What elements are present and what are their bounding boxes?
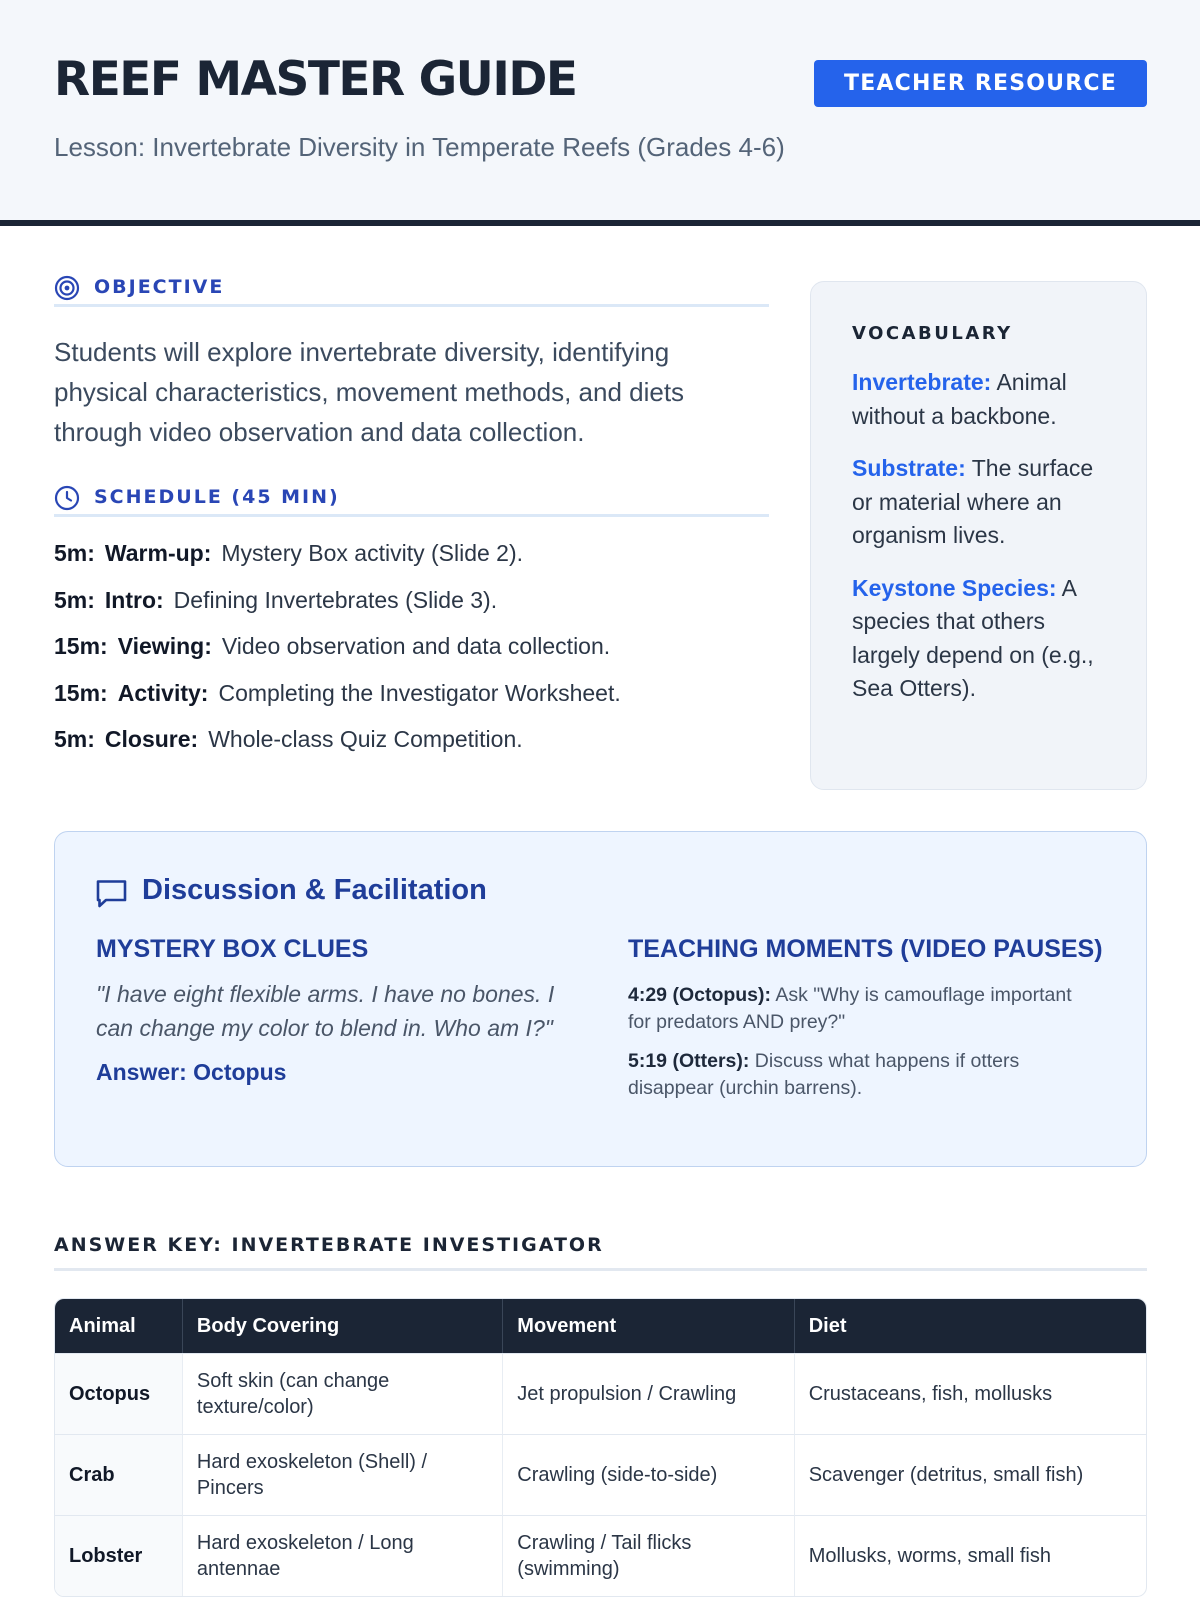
movement-cell: Crawling (side-to-side)	[503, 1434, 794, 1515]
vocabulary-panel	[810, 281, 1147, 790]
teaching-moments-heading: TEACHING MOMENTS (VIDEO PAUSES)	[628, 935, 1103, 963]
column-header-movement: Movement	[503, 1299, 794, 1353]
schedule-item	[54, 680, 769, 727]
schedule-description: Whole-class Quiz Competition.	[208, 726, 523, 752]
answer-key-heading: ANSWER KEY: INVERTEBRATE INVESTIGATOR	[54, 1234, 1147, 1271]
objective-heading: OBJECTIVE	[94, 276, 225, 298]
schedule-heading: SCHEDULE (45 MIN)	[94, 486, 340, 508]
discussion-panel	[54, 831, 1147, 1167]
table-row	[55, 1353, 1146, 1434]
schedule-activity: Warm-up:	[104, 540, 212, 566]
schedule-activity: Intro:	[104, 586, 164, 613]
animal-cell: Octopus	[55, 1353, 183, 1434]
vocabulary-term: Invertebrate:	[852, 369, 992, 395]
body-covering-cell: Hard exoskeleton / Long antennae	[183, 1515, 503, 1596]
teacher-resource-badge: TEACHER RESOURCE	[814, 60, 1147, 107]
mystery-clue: "I have eight flexible arms. I have no bones. I can change my color to blend in. Who am I?"	[96, 981, 555, 1041]
target-icon	[54, 275, 80, 301]
mystery-answer: Answer: Octopus	[96, 1059, 287, 1085]
movement-cell: Crawling / Tail flicks (swimming)	[503, 1515, 794, 1596]
column-header-animal: Animal	[55, 1299, 183, 1353]
page-title: REEF MASTER GUIDE	[54, 52, 577, 107]
schedule-time: 5m:	[54, 586, 95, 613]
teaching-moment	[628, 1048, 1098, 1101]
schedule-item	[54, 540, 769, 587]
diet-cell: Scavenger (detritus, small fish)	[795, 1434, 1146, 1515]
movement-cell: Jet propulsion / Crawling	[503, 1353, 794, 1434]
vocabulary-heading: VOCABULARY	[852, 323, 1013, 344]
schedule-list	[54, 540, 769, 773]
schedule-activity: Viewing:	[117, 633, 212, 659]
vocabulary-entry	[852, 452, 1106, 553]
schedule-description: Completing the Investigator Worksheet.	[218, 679, 621, 706]
objective-section-heading	[54, 275, 769, 307]
vocabulary-entry	[852, 366, 1106, 433]
body-covering-cell: Hard exoskeleton (Shell) / Pincers	[183, 1434, 503, 1515]
vocabulary-term: Keystone Species:	[852, 574, 1057, 601]
schedule-section-heading	[54, 485, 769, 517]
schedule-time: 5m:	[54, 540, 95, 566]
vocabulary-definition: The surface or material where an organism lives.	[852, 455, 1094, 548]
answer-key-table	[54, 1298, 1147, 1597]
vocabulary-term: Substrate:	[852, 455, 966, 481]
lesson-subtitle: Lesson: Invertebrate Diversity in Temperate Reefs (Grades 4-6)	[54, 132, 785, 162]
table-row	[55, 1434, 1146, 1515]
schedule-activity: Activity:	[117, 679, 209, 706]
page-header	[0, 0, 1200, 226]
schedule-description: Mystery Box activity (Slide 2).	[221, 540, 524, 566]
animal-cell: Lobster	[55, 1515, 183, 1596]
column-header-diet: Diet	[795, 1299, 1146, 1353]
animal-cell: Crab	[55, 1434, 183, 1515]
schedule-item	[54, 726, 769, 773]
discussion-heading: Discussion & Facilitation	[142, 874, 487, 906]
schedule-time: 15m:	[54, 679, 108, 706]
table-header-row	[55, 1299, 1146, 1353]
moment-timestamp: 4:29 (Octopus):	[628, 984, 772, 1006]
moment-text: Discuss what happens if otters disappear (urchin barrens).	[628, 1050, 1020, 1099]
column-header-body-covering: Body Covering	[183, 1299, 503, 1353]
mystery-box-heading: MYSTERY BOX CLUES	[96, 935, 369, 963]
schedule-description: Video observation and data collection.	[221, 633, 611, 659]
clock-icon	[54, 485, 80, 511]
schedule-time: 5m:	[54, 726, 95, 752]
table-row	[55, 1515, 1146, 1596]
schedule-item	[54, 633, 769, 680]
diet-cell: Mollusks, worms, small fish	[795, 1515, 1146, 1596]
teaching-moment	[628, 982, 1098, 1035]
mystery-box-column	[96, 935, 566, 1086]
schedule-description: Defining Invertebrates (Slide 3).	[173, 586, 498, 613]
vocabulary-definition: Animal without a backbone.	[852, 369, 1067, 429]
moment-timestamp: 5:19 (Otters):	[628, 1050, 750, 1072]
vocabulary-definition: A species that others largely depend on (e.g., Sea Otters).	[852, 574, 1094, 701]
diet-cell: Crustaceans, fish, mollusks	[795, 1353, 1146, 1434]
schedule-activity: Closure:	[104, 726, 199, 752]
schedule-item	[54, 587, 769, 634]
chat-bubble-icon	[95, 878, 128, 909]
schedule-time: 15m:	[54, 633, 108, 659]
moment-text: Ask "Why is camouflage important for predators AND prey?"	[628, 984, 1072, 1033]
objective-text: Students will explore invertebrate diversity, identifying physical characteristics, movement methods, and diets through video observation and data collection.	[54, 337, 685, 447]
teaching-moments-column	[628, 935, 1103, 1101]
vocabulary-entry	[852, 572, 1106, 706]
body-covering-cell: Soft skin (can change texture/color)	[183, 1353, 503, 1434]
